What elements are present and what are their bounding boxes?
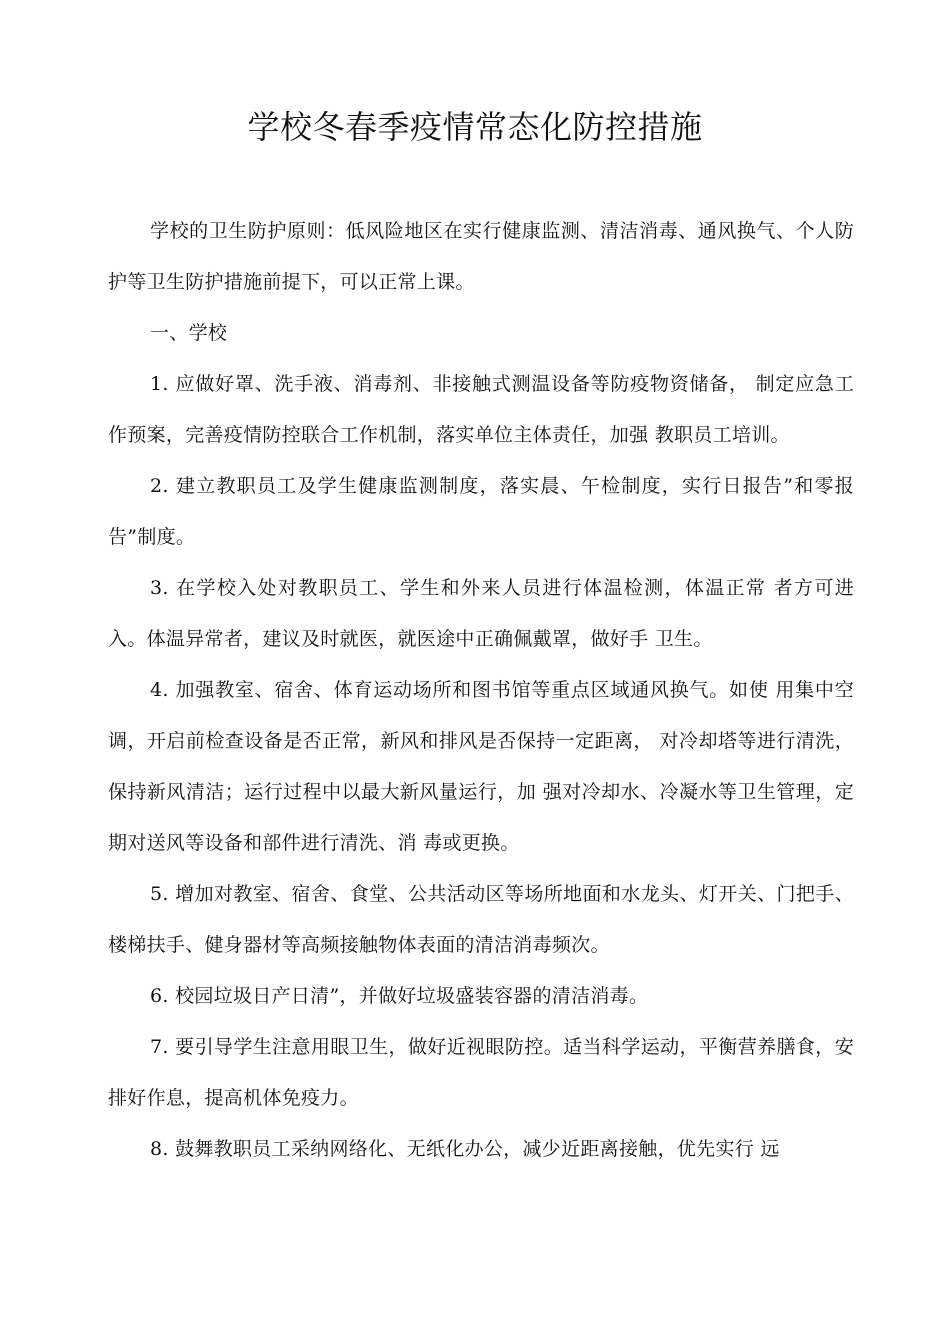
section-heading-school: 一、学校 [150,322,228,344]
measure-item-5: 5. 增加对教室、宿舍、食堂、公共活动区等场所地面和水龙头、灯开关、门把手、楼梯扶手、健身器材等高频接触物体表面的清洁消毒频次。 [108,883,854,956]
measure-item-1: 1. 应做好罩、洗手液、消毒剂、非接触式测温设备等防疫物资储备， 制定应急工作预案，完善疫情防控联合工作机制，落实单位主体责任，加强 教职员工培训。 [108,373,854,446]
document-body [108,206,854,1175]
measure-item-4: 4. 加强教室、宿舍、体育运动场所和图书馆等重点区域通风换气。如使 用集中空调，开启前检查设备是否正常，新风和排风是否保持一定距离， 对冷却塔等进行清洗，保持新风清洁；运行过程中以最大新风量运行，加 强对冷却水、冷凝水等卫生管理，定期对送风等设备和部件进行清洗、消 毒或更换。 [108,679,854,854]
measure-item-6: 6. 校园垃圾日产日清”，并做好垃圾盛装容器的清洁消毒。 [150,985,649,1007]
principle-paragraph: 学校的卫生防护原则：低风险地区在实行健康监测、清洁消毒、通风换气、个人防护等卫生防护措施前提下，可以正常上课。 [108,220,854,293]
measure-item-7: 7. 要引导学生注意用眼卫生，做好近视眼防控。适当科学运动，平衡营养膳食，安排好作息，提高机体免疫力。 [108,1036,854,1109]
measure-item-2: 2. 建立教职员工及学生健康监测制度，落实晨、午检制度，实行日报告”和零报告”制度。 [108,475,854,548]
measure-item-8: 8. 鼓舞教职员工采纳网络化、无纸化办公，减少近距离接触，优先实行 远 [150,1138,780,1160]
measure-item-3: 3. 在学校入处对教职员工、学生和外来人员进行体温检测，体温正常 者方可进入。体温异常者，建议及时就医，就医途中正确佩戴罩，做好手 卫生。 [108,577,854,650]
page-title: 学校冬春季疫情常态化防控措施 [247,108,703,146]
